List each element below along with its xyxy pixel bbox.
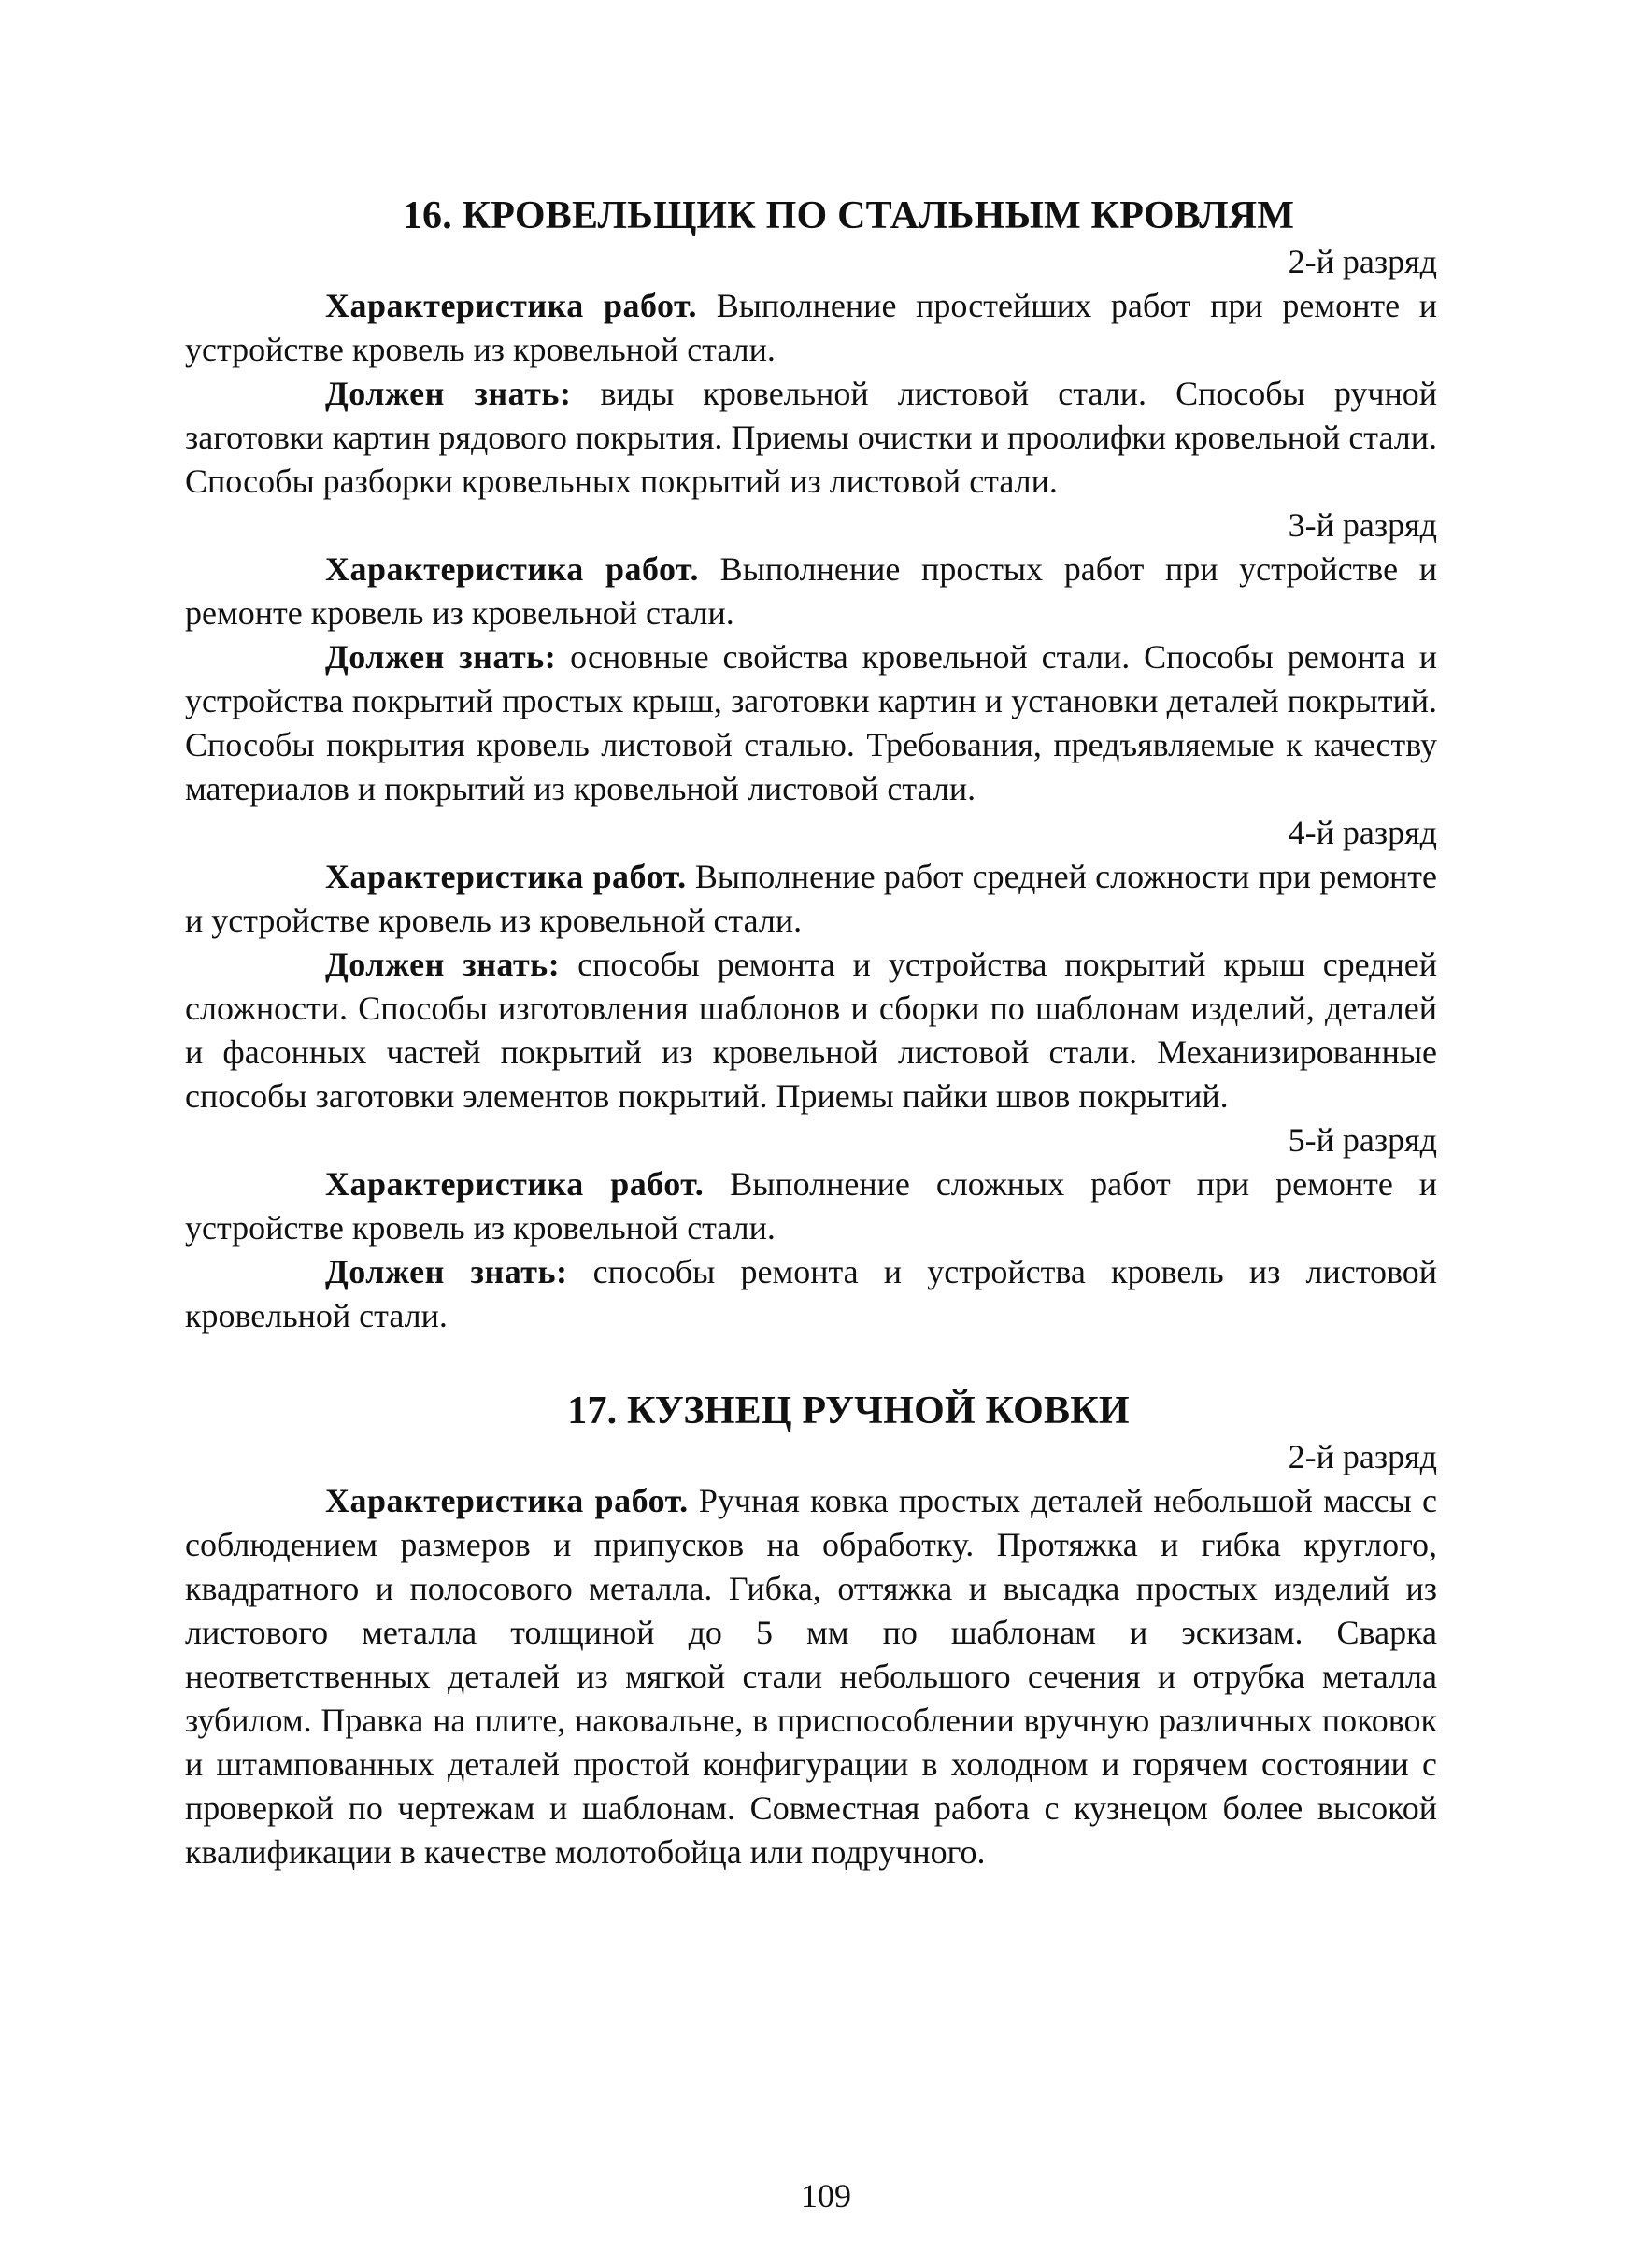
grade-block-4 (185, 811, 1437, 1118)
characteristics-text: Выполнение сложных работ при ремонте и устройстве кровель из кровельной стали. (185, 1165, 1437, 1247)
grade-heading: 2-й разряд (1288, 243, 1437, 280)
grade-heading: 5-й разряд (1288, 1121, 1437, 1159)
characteristics-label: Характеристика работ. (325, 550, 700, 588)
required-knowledge (185, 372, 1437, 504)
knowledge-label: Должен знать: (325, 638, 557, 676)
characteristics-label: Характеристика работ. (325, 287, 698, 324)
grade-block-2 (185, 240, 1437, 504)
grade-block-5 (185, 1118, 1437, 1338)
page-content (185, 192, 1437, 1874)
section-16 (185, 192, 1437, 1338)
characteristics-label: Характеристика работ. (325, 1165, 705, 1203)
section-title: 17. КУЗНЕЦ РУЧНОЙ КОВКИ (567, 1389, 1130, 1432)
grade-block-3 (185, 504, 1437, 811)
characteristics-text: Выполнение простейших работ при ремонте и устройстве кровель из кровельной стали. (185, 287, 1438, 368)
knowledge-text: способы ремонта и устройства кровель из листовой кровельной стали. (185, 1253, 1437, 1334)
characteristics-text: Выполнение работ средней сложности при ремонте и устройстве кровель из кровельной стали. (185, 858, 1437, 939)
required-knowledge (185, 1250, 1437, 1338)
section-title: 16. КРОВЕЛЬЩИК ПО СТАЛЬНЫМ КРОВЛЯМ (402, 194, 1295, 237)
required-knowledge (185, 635, 1437, 811)
work-characteristics (185, 284, 1437, 372)
work-characteristics (185, 1479, 1437, 1874)
characteristics-label: Характеристика работ. (325, 858, 687, 895)
characteristics-label: Характеристика работ. (325, 1482, 689, 1519)
required-knowledge (185, 943, 1437, 1118)
grade-heading: 3-й разряд (1288, 506, 1437, 544)
knowledge-text: виды кровельной листовой стали. Способы ручной заготовки картин рядового покрытия. Приемы очистки и проолифки кровельной стали. Способы разборки кровельных покрытий из листовой стали. (185, 375, 1437, 500)
knowledge-label: Должен знать: (325, 1253, 568, 1290)
knowledge-label: Должен знать: (325, 375, 572, 412)
work-characteristics (185, 548, 1437, 635)
page-number: 109 (801, 2177, 851, 2215)
work-characteristics (185, 855, 1437, 943)
knowledge-text: основные свойства кровельной стали. Способы ремонта и устройства покрытий простых крыш, заготовки картин и установки деталей покрытий. Способы покрытия кровель листовой сталью. Требования, предъявляемые к качеству материалов и покрытий из кровельной листовой стали. (185, 638, 1437, 807)
grade-block-2 (185, 1435, 1437, 1874)
characteristics-text: Ручная ковка простых деталей небольшой массы с соблюдением размеров и припусков на обработку. Протяжка и гибка круглого, квадратного и полосового металла. Гибка, оттяжка и высадка простых изделий из листового металла толщиной до 5 мм по шаблонам и эскизам. Сварка неответственных деталей из мягкой стали небольшого сечения и отрубка металла зубилом. Правка на плите, наковальне, в приспособлении вручную различных поковок и штампованных деталей простой конфигурации в холодном и горячем состоянии с проверкой по чертежам и шаблонам. Совместная работа с кузнецом более высокой квалификации в качестве молотобойца или подручного. (185, 1482, 1437, 1871)
knowledge-text: способы ремонта и устройства покрытий крыш средней сложности. Способы изготовления шаблонов и сборки по шаблонам изделий, деталей и фасонных частей покрытий из кровельной листовой стали. Механизированные способы заготовки элементов покрытий. Приемы пайки швов покрытий. (185, 946, 1438, 1115)
knowledge-label: Должен знать: (325, 946, 561, 983)
section-17 (185, 1387, 1437, 1874)
grade-heading: 2-й разряд (1288, 1438, 1437, 1475)
work-characteristics (185, 1162, 1437, 1250)
characteristics-text: Выполнение простых работ при устройстве и ремонте кровель из кровельной стали. (185, 550, 1438, 632)
grade-heading: 4-й разряд (1288, 814, 1437, 851)
